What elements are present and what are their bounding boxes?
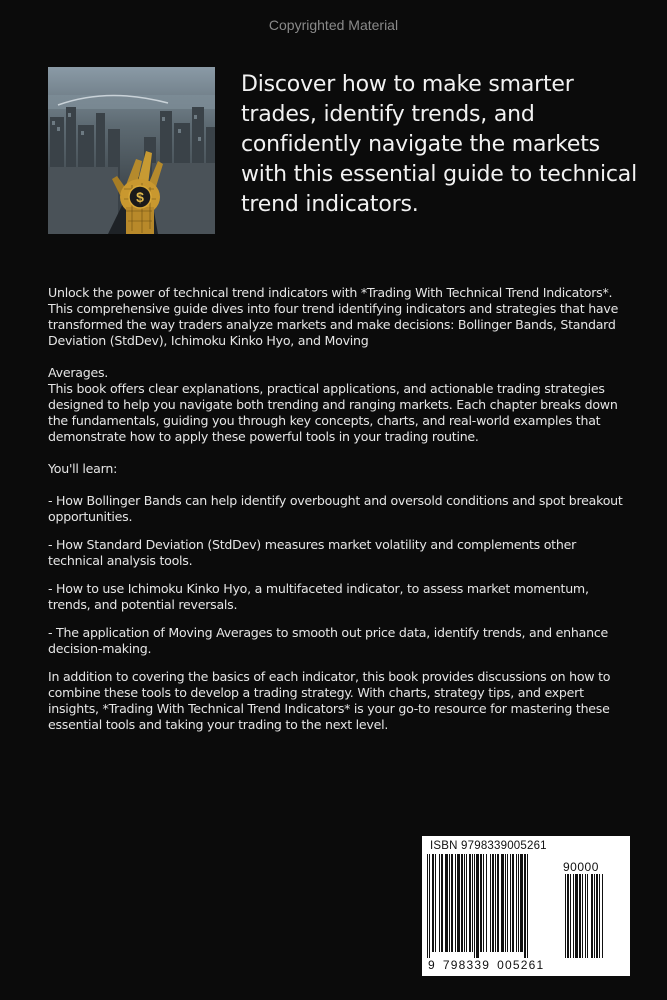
intro-end: Averages.: [48, 365, 109, 380]
intro-paragraph: Unlock the power of technical trend indicators with *Trading With Technical Trend Indicators*. This comprehensive guide dives into four trend identifying indicators and strategies that have transformed the way traders analyze markets and make decisions: Bollinger Bands, Standard Deviation (StdDev), Ichimoku Kinko Hyo, and Moving: [48, 285, 619, 348]
book-description: [48, 285, 623, 733]
headline: Discover how to make smarter trades, identify trends, and confidently navigate the markets with this essential guide to technical trend indicators.: [241, 72, 638, 217]
city-hand-cover-image: [48, 67, 215, 234]
bullet-item: - How Standard Deviation (StdDev) measures market volatility and complements other technical analysis tools.: [48, 537, 576, 568]
barcode-bars: [425, 854, 561, 960]
barcode-digits-right: 005261: [497, 958, 545, 972]
svg-text:$: $: [136, 189, 144, 205]
price-code: 90000: [563, 860, 599, 874]
bullet-item: - How Bollinger Bands can help identify overbought and oversold conditions and spot breakout opportunities.: [48, 493, 623, 524]
city-illustration: [48, 67, 215, 234]
learn-heading: You'll learn:: [48, 461, 118, 476]
isbn-label: ISBN 9798339005261: [430, 840, 547, 852]
copyright-watermark: Copyrighted Material: [268, 17, 399, 33]
barcode-digits: [428, 958, 558, 972]
bullet-item: - How to use Ichimoku Kinko Hyo, a multifaceted indicator, to assess market momentum, trends, and potential reversals.: [48, 581, 589, 612]
bullet-item: - The application of Moving Averages to smooth out price data, identify trends, and enhance decision-making.: [48, 625, 609, 656]
addon-barcode-bars: [563, 874, 621, 958]
barcode-digits-left: 798339: [442, 958, 491, 972]
closing-paragraph: In addition to covering the basics of each indicator, this book provides discussions on how to combine these tools to develop a trading strategy. With charts, strategy tips, and expert insights, *Trading With Technical Trend Indicators* is your go-to resource for mastering these essential tools and taking your trading to the next level.: [48, 669, 611, 732]
barcode-digit-first: 9: [428, 958, 436, 972]
isbn-barcode: [422, 836, 630, 976]
overview-paragraph: This book offers clear explanations, practical applications, and actionable trading strategies designed to help you navigate both trending and ranging markets. Each chapter breaks down the fundamentals, guiding you through key concepts, charts, and real-world examples that demonstrate how to apply these powerful tools in your trading routine.: [48, 381, 618, 444]
